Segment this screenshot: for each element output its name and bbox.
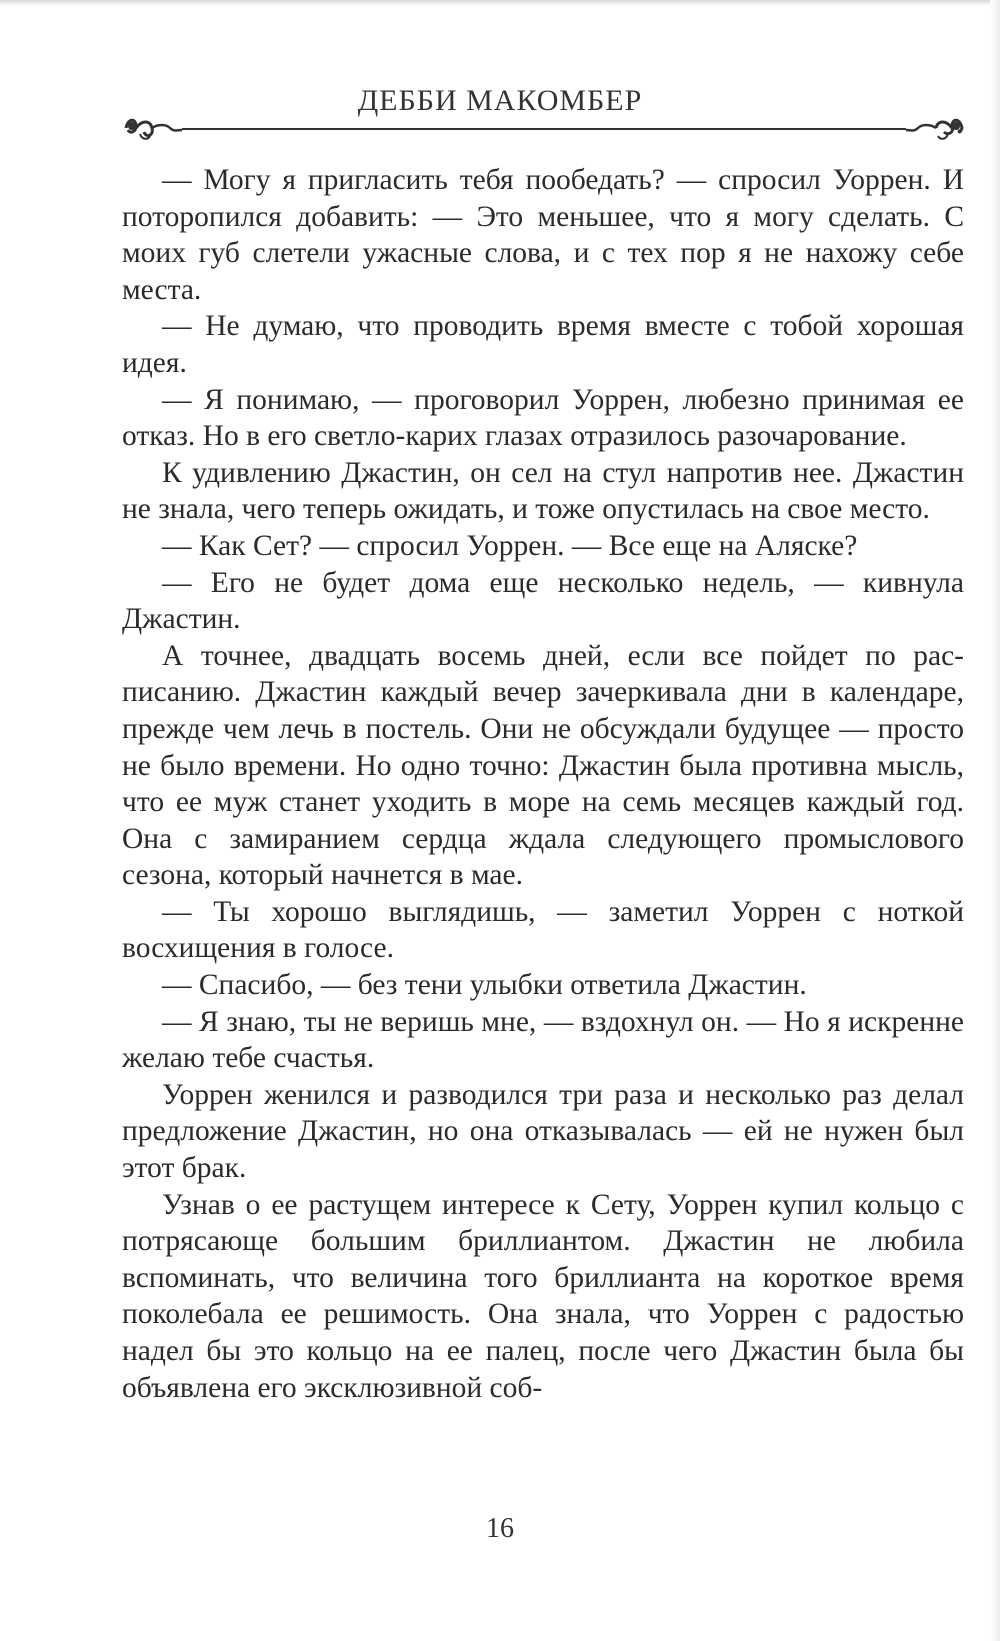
paragraph: — Его не будет дома еще несколько недель, — кивнула Джастин. <box>122 566 964 636</box>
header-ornament-rule <box>122 104 966 144</box>
paragraph: — Спасибо, — без тени улыбки ответила Джастин. <box>162 969 807 1002</box>
body-text <box>122 162 964 1406</box>
paragraph: — Я понимаю, — проговорил Уоррен, любезно принимая ее отказ. Но в его светло-карих глазах отразилось разочарование. <box>122 383 964 453</box>
paragraph: — Как Сет? — спросил Уоррен. — Все еще на Аляске? <box>162 529 858 562</box>
paragraph: — Могу я пригласить тебя пообедать? — спросил Уоррен. И поторопился добавить: — Это меньшее, что я могу сделать. С моих губ слетели ужасные слова, и с тех пор я не нахожу себе места. <box>122 164 964 306</box>
paragraph: А точнее, двадцать восемь дней, если все пойдет по расписанию. Джастин каждый вечер зачеркивала дни в календаре, прежде чем лечь в постель. Они не обсуждали будущее — просто не было времени. Но одно точно: Джастин была противна мысль, что ее муж станет уходить в море на семь месяцев каждый год. Она с замиранием сердца ждала следующего промыслового сезона, который начнется в мае. <box>122 639 964 892</box>
paragraph: — Не думаю, что проводить время вместе с тобой хорошая идея. <box>122 310 964 379</box>
paragraph: — Ты хорошо выглядишь, — заметил Уоррен с ноткой восхищения в голосе. <box>122 895 964 965</box>
page-number: 16 <box>486 1513 514 1544</box>
paragraph: К удивлению Джастин, он сел на стул напротив нее. Джастин не знала, чего теперь ожидать, и тоже опустилась на свое место. <box>122 456 964 526</box>
floral-ornament-left-icon <box>122 110 182 144</box>
running-title: ДЕББИ МАКОМБЕР <box>357 84 643 117</box>
paragraph: Уоррен женился и разводился три раза и несколько раз делал предложение Джастин, но она отказывалась — ей не нужен был этот брак. <box>122 1078 964 1185</box>
header-rule-line <box>182 128 906 130</box>
paragraph: — Я знаю, ты не веришь мне, — вздохнул он. — Но я искренне желаю тебе счастья. <box>122 1005 964 1075</box>
paragraph: Узнав о ее растущем интересе к Сету, Уоррен купил кольцо с потрясающе большим бриллиантом. Джастин не любила вспоминать, что величина того бриллианта на короткое время поколебала ее решимость. Она знала, что Уоррен с радостью надел бы это кольцо на ее палец, после чего Джастин была бы объявлена его эксклюзивной соб- <box>122 1188 964 1404</box>
floral-ornament-right-icon <box>906 110 966 144</box>
